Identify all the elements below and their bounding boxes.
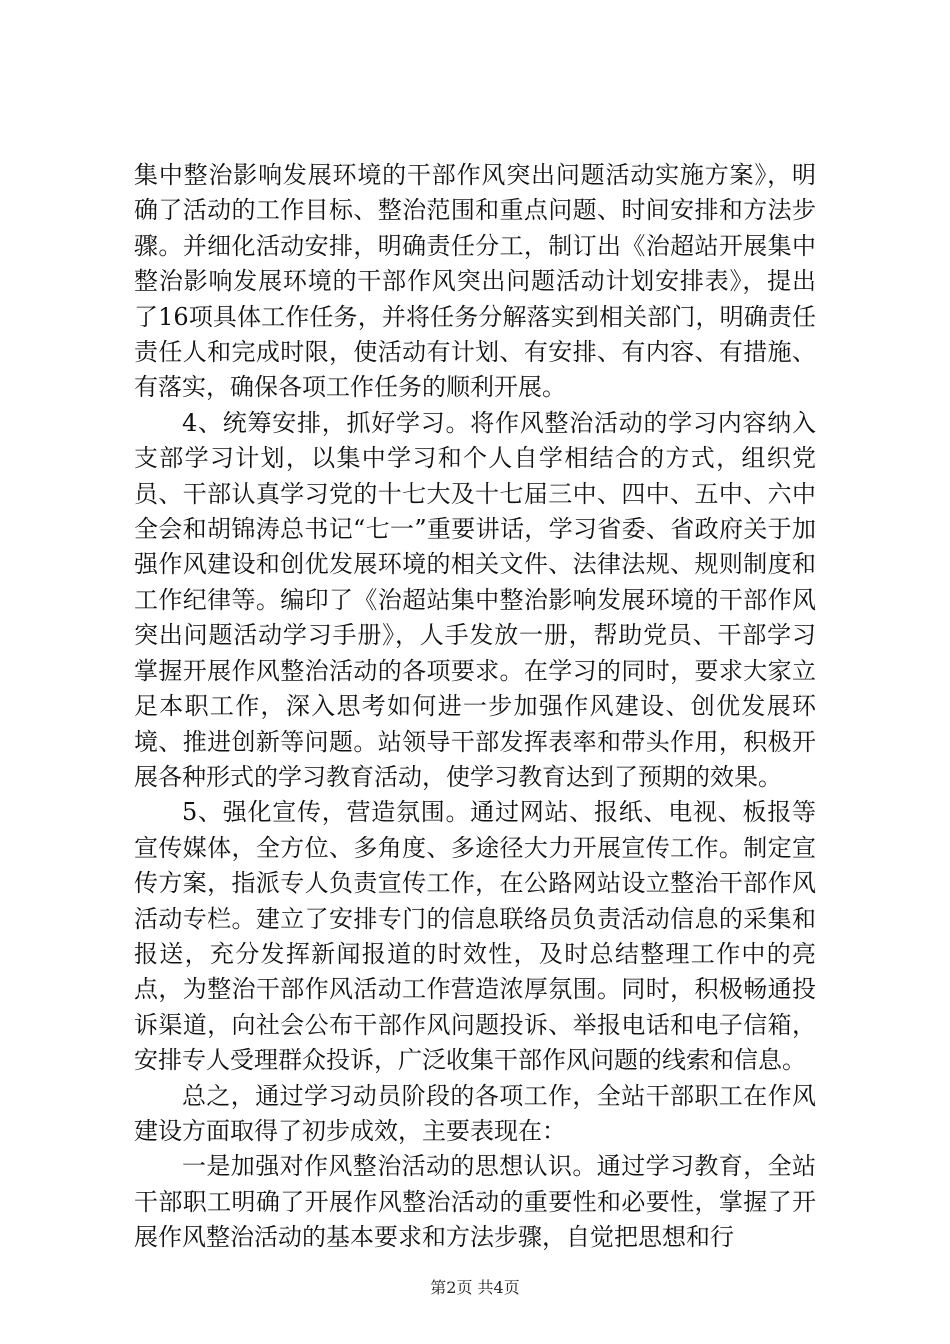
document-body (134, 158, 816, 1256)
paragraph-continuation: 集中整治影响发展环境的干部作风突出问题活动实施方案》，明确了活动的工作目标、整治范围和重点问题、时间安排和方法步骤。并细化活动安排，明确责任分工，制订出《治超站开展集中整治影响发展环境的干部作风突出问题活动计划安排表》，提出了16项具体工作任务，并将任务分解落实到相关部门，明确责任责任人和完成时限，使活动有计划、有安排、有内容、有措施、有落实，确保各项工作任务的顺利开展。 (134, 161, 816, 402)
page-footer: 第2页 共4页 (430, 1278, 520, 1297)
paragraph-first-point: 一是加强对作风整治活动的思想认识。通过学习教育，全站干部职工明确了开展作风整治活动的重要性和必要性，掌握了开展作风整治活动的基本要求和方法步骤，自觉把思想和行 (134, 1152, 816, 1252)
paragraph-publicity: 5、强化宣传，营造氛围。通过网站、报纸、电视、板报等宣传媒体，全方位、多角度、多途径大力开展宣传工作。制定宣传方案，指派专人负责宣传工作，在公路网站设立整治干部作风活动专栏。建立了安排专门的信息联络员负责活动信息的采集和报送，充分发挥新闻报道的时效性，及时总结整理工作中的亮点，为整治干部作风活动工作营造浓厚氛围。同时，积极畅通投诉渠道，向社会公布干部作风问题投诉、举报电话和电子信箱，安排专人受理群众投诉，广泛收集干部作风问题的线索和信息。 (134, 798, 816, 1075)
paragraph-study: 4、统筹安排，抓好学习。将作风整治活动的学习内容纳入支部学习计划，以集中学习和个人自学相结合的方式，组织党员、干部认真学习党的十七大及十七届三中、四中、五中、六中全会和胡锦涛总书记“七一”重要讲话，学习省委、省政府关于加强作风建设和创优发展环境的相关文件、法律法规、规则制度和工作纪律等。编印了《治超站集中整治影响发展环境的干部作风突出问题活动学习手册》，人手发放一册，帮助党员、干部学习掌握开展作风整治活动的各项要求。在学习的同时，要求大家立足本职工作，深入思考如何进一步加强作风建设、创优发展环境、推进创新等问题。站领导干部发挥表率和带头作用，积极开展各种形式的学习教育活动，使学习教育达到了预期的效果。 (134, 408, 816, 791)
paragraph-summary: 总之，通过学习动员阶段的各项工作，全站干部职工在作风建设方面取得了初步成效，主要表现在： (134, 1081, 816, 1145)
